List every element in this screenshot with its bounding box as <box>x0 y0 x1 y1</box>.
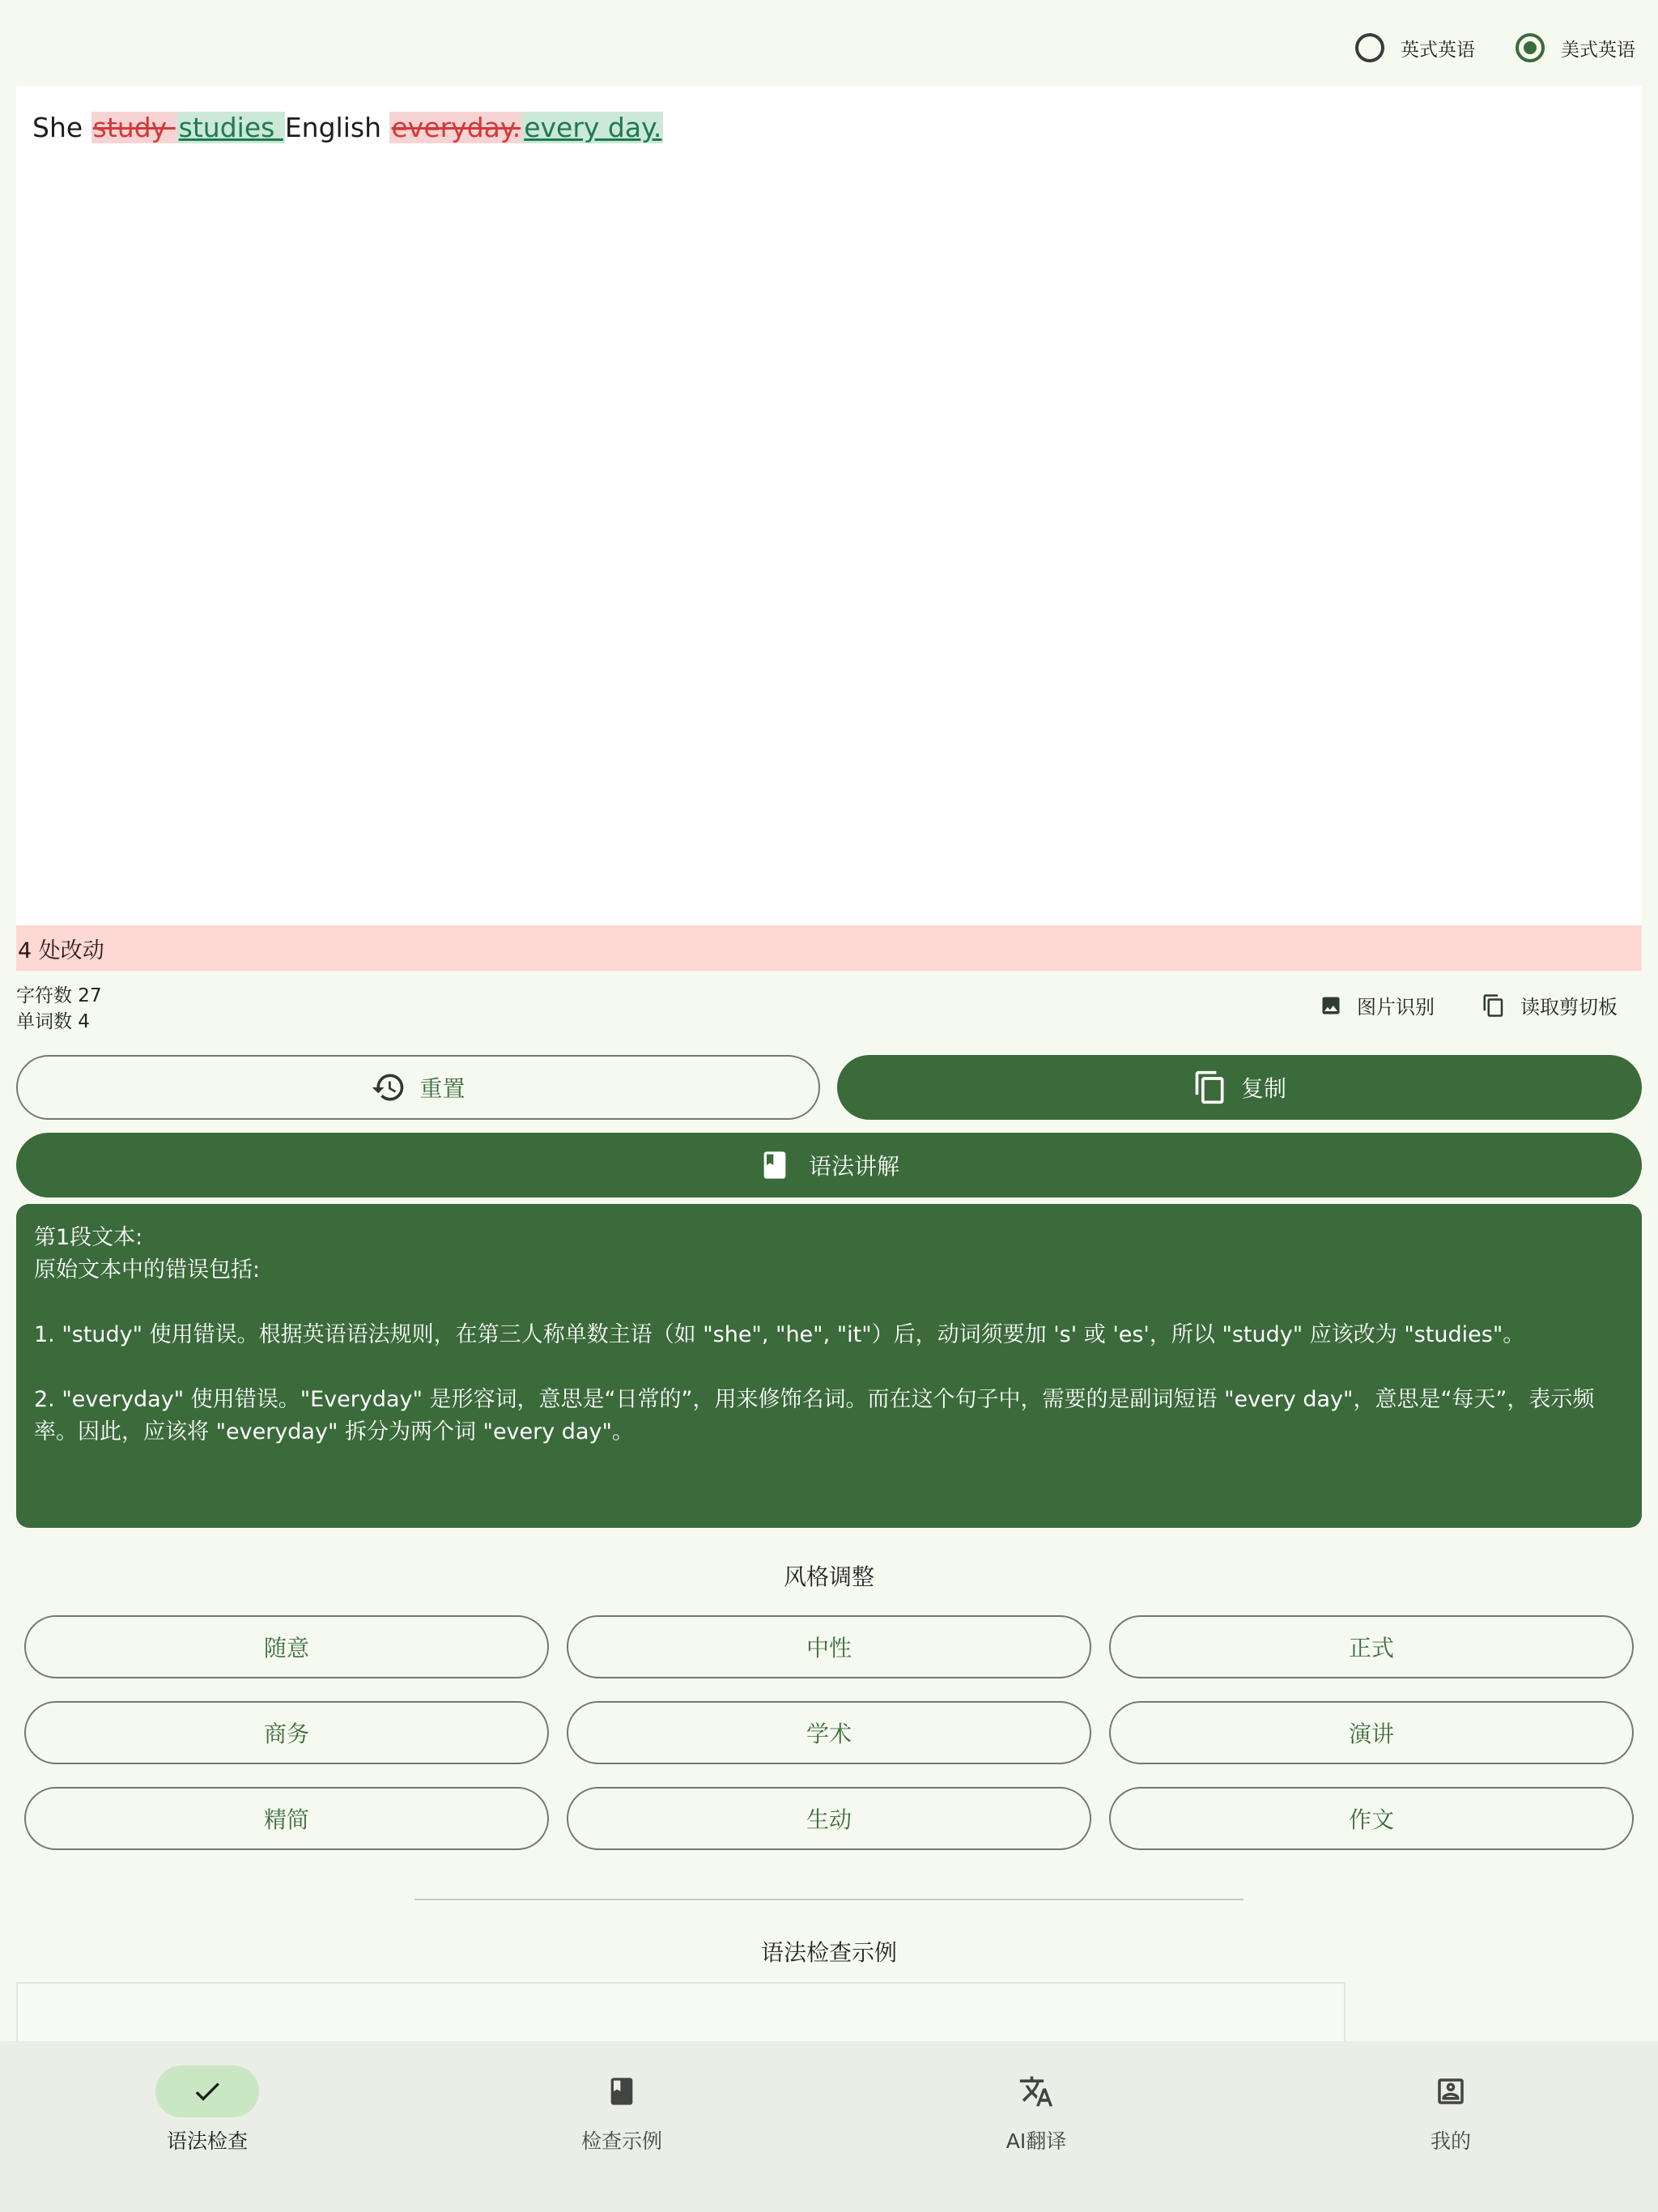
nav-item-mine[interactable] <box>1244 2041 1658 2212</box>
nav-label: 我的 <box>1430 2129 1471 2153</box>
copy-button[interactable] <box>837 1055 1642 1120</box>
reset-button[interactable] <box>16 1055 820 1120</box>
text-editor[interactable] <box>16 86 1642 925</box>
grammar-explain-button[interactable] <box>16 1133 1642 1197</box>
book-icon <box>759 1149 791 1181</box>
explanation-point: 1. "study" 使用错误。根据英语语法规则，在第三人称单数主语（如 "she", "he", "it"）后，动词须要加 's' 或 'es'，所以 "study" 应该改为 "studies"。 <box>34 1322 1525 1347</box>
style-options <box>24 1615 1634 1850</box>
nav-label: 检查示例 <box>580 2129 662 2153</box>
char-count: 字符数 27 <box>16 985 102 1006</box>
explanation-heading: 第1段文本: <box>34 1225 143 1250</box>
word-count: 单词数 4 <box>16 1011 90 1032</box>
translate-icon <box>1018 2074 1054 2109</box>
dialect-selector <box>1355 28 1635 68</box>
radio-checked-icon[interactable] <box>1516 33 1545 62</box>
change-count-bar <box>16 925 1642 971</box>
book-icon <box>606 2075 638 2108</box>
change-count: 4 处改动 <box>18 938 104 963</box>
image-icon <box>1320 994 1342 1017</box>
style-button-essay[interactable]: 作文 <box>1109 1787 1634 1850</box>
style-button-casual[interactable]: 随意 <box>24 1615 549 1678</box>
input-tools <box>1320 991 1618 1019</box>
style-button-formal[interactable]: 正式 <box>1109 1615 1634 1678</box>
grammar-explanation-panel <box>16 1204 1642 1528</box>
explanation-point: 2. "everyday" 使用错误。"Everyday" 是形容词，意思是“日常的”，用来修饰名词。而在这个句子中，需要的是副词短语 "every day"，意思是“每天”，表示频率。因此，应该将 "everyday" 拆分为两个词 "every day"。 <box>34 1387 1595 1444</box>
style-button-business[interactable]: 商务 <box>24 1701 549 1764</box>
text-segment: English <box>284 112 390 143</box>
style-button-academic[interactable]: 学术 <box>567 1701 1091 1764</box>
style-button-neutral[interactable]: 中性 <box>567 1615 1091 1678</box>
nav-label: AI翻译 <box>1005 2129 1067 2153</box>
reset-label: 重置 <box>419 1075 466 1102</box>
history-icon <box>371 1070 406 1105</box>
read-clipboard-button[interactable] <box>1482 991 1618 1019</box>
image-ocr-label: 图片识别 <box>1357 996 1435 1019</box>
grammar-explain-label: 语法讲解 <box>808 1153 899 1180</box>
style-button-concise[interactable]: 精简 <box>24 1787 549 1850</box>
nav-item-ai-translate[interactable] <box>829 2041 1244 2212</box>
image-ocr-button[interactable] <box>1320 991 1435 1019</box>
text-stats <box>16 983 102 1035</box>
bottom-navigation <box>0 2041 1658 2212</box>
nav-item-examples[interactable] <box>414 2041 829 2212</box>
nav-label: 语法检查 <box>166 2129 248 2153</box>
corrected-text[interactable] <box>32 105 663 151</box>
copy-icon <box>1192 1070 1228 1105</box>
account-box-icon <box>1434 2074 1468 2108</box>
nav-active-indicator <box>155 2065 259 2117</box>
check-icon <box>191 2075 223 2108</box>
read-clipboard-label: 读取剪切板 <box>1520 996 1618 1019</box>
text-segment: She <box>32 112 91 143</box>
inserted-text: studies <box>178 112 283 143</box>
radio-american-english[interactable] <box>1516 33 1635 62</box>
section-divider <box>414 1899 1244 1900</box>
style-button-vivid[interactable]: 生动 <box>567 1787 1091 1850</box>
copy-label: 复制 <box>1240 1075 1286 1102</box>
radio-unchecked-icon[interactable] <box>1355 33 1384 62</box>
style-section-title: 风格调整 <box>783 1563 874 1590</box>
copy-icon <box>1482 993 1506 1018</box>
examples-section-title: 语法检查示例 <box>760 1939 897 1966</box>
style-button-speech[interactable]: 演讲 <box>1109 1701 1634 1764</box>
deleted-text: everyday. <box>391 112 521 143</box>
radio-label-british: 英式英语 <box>1401 39 1475 61</box>
radio-british-english[interactable] <box>1355 33 1475 62</box>
inserted-text: every day. <box>524 112 662 143</box>
radio-label-american: 美式英语 <box>1561 39 1635 61</box>
explanation-intro: 原始文本中的错误包括: <box>34 1257 261 1283</box>
deleted-text: study <box>92 112 176 143</box>
nav-item-grammar-check[interactable] <box>0 2041 414 2212</box>
